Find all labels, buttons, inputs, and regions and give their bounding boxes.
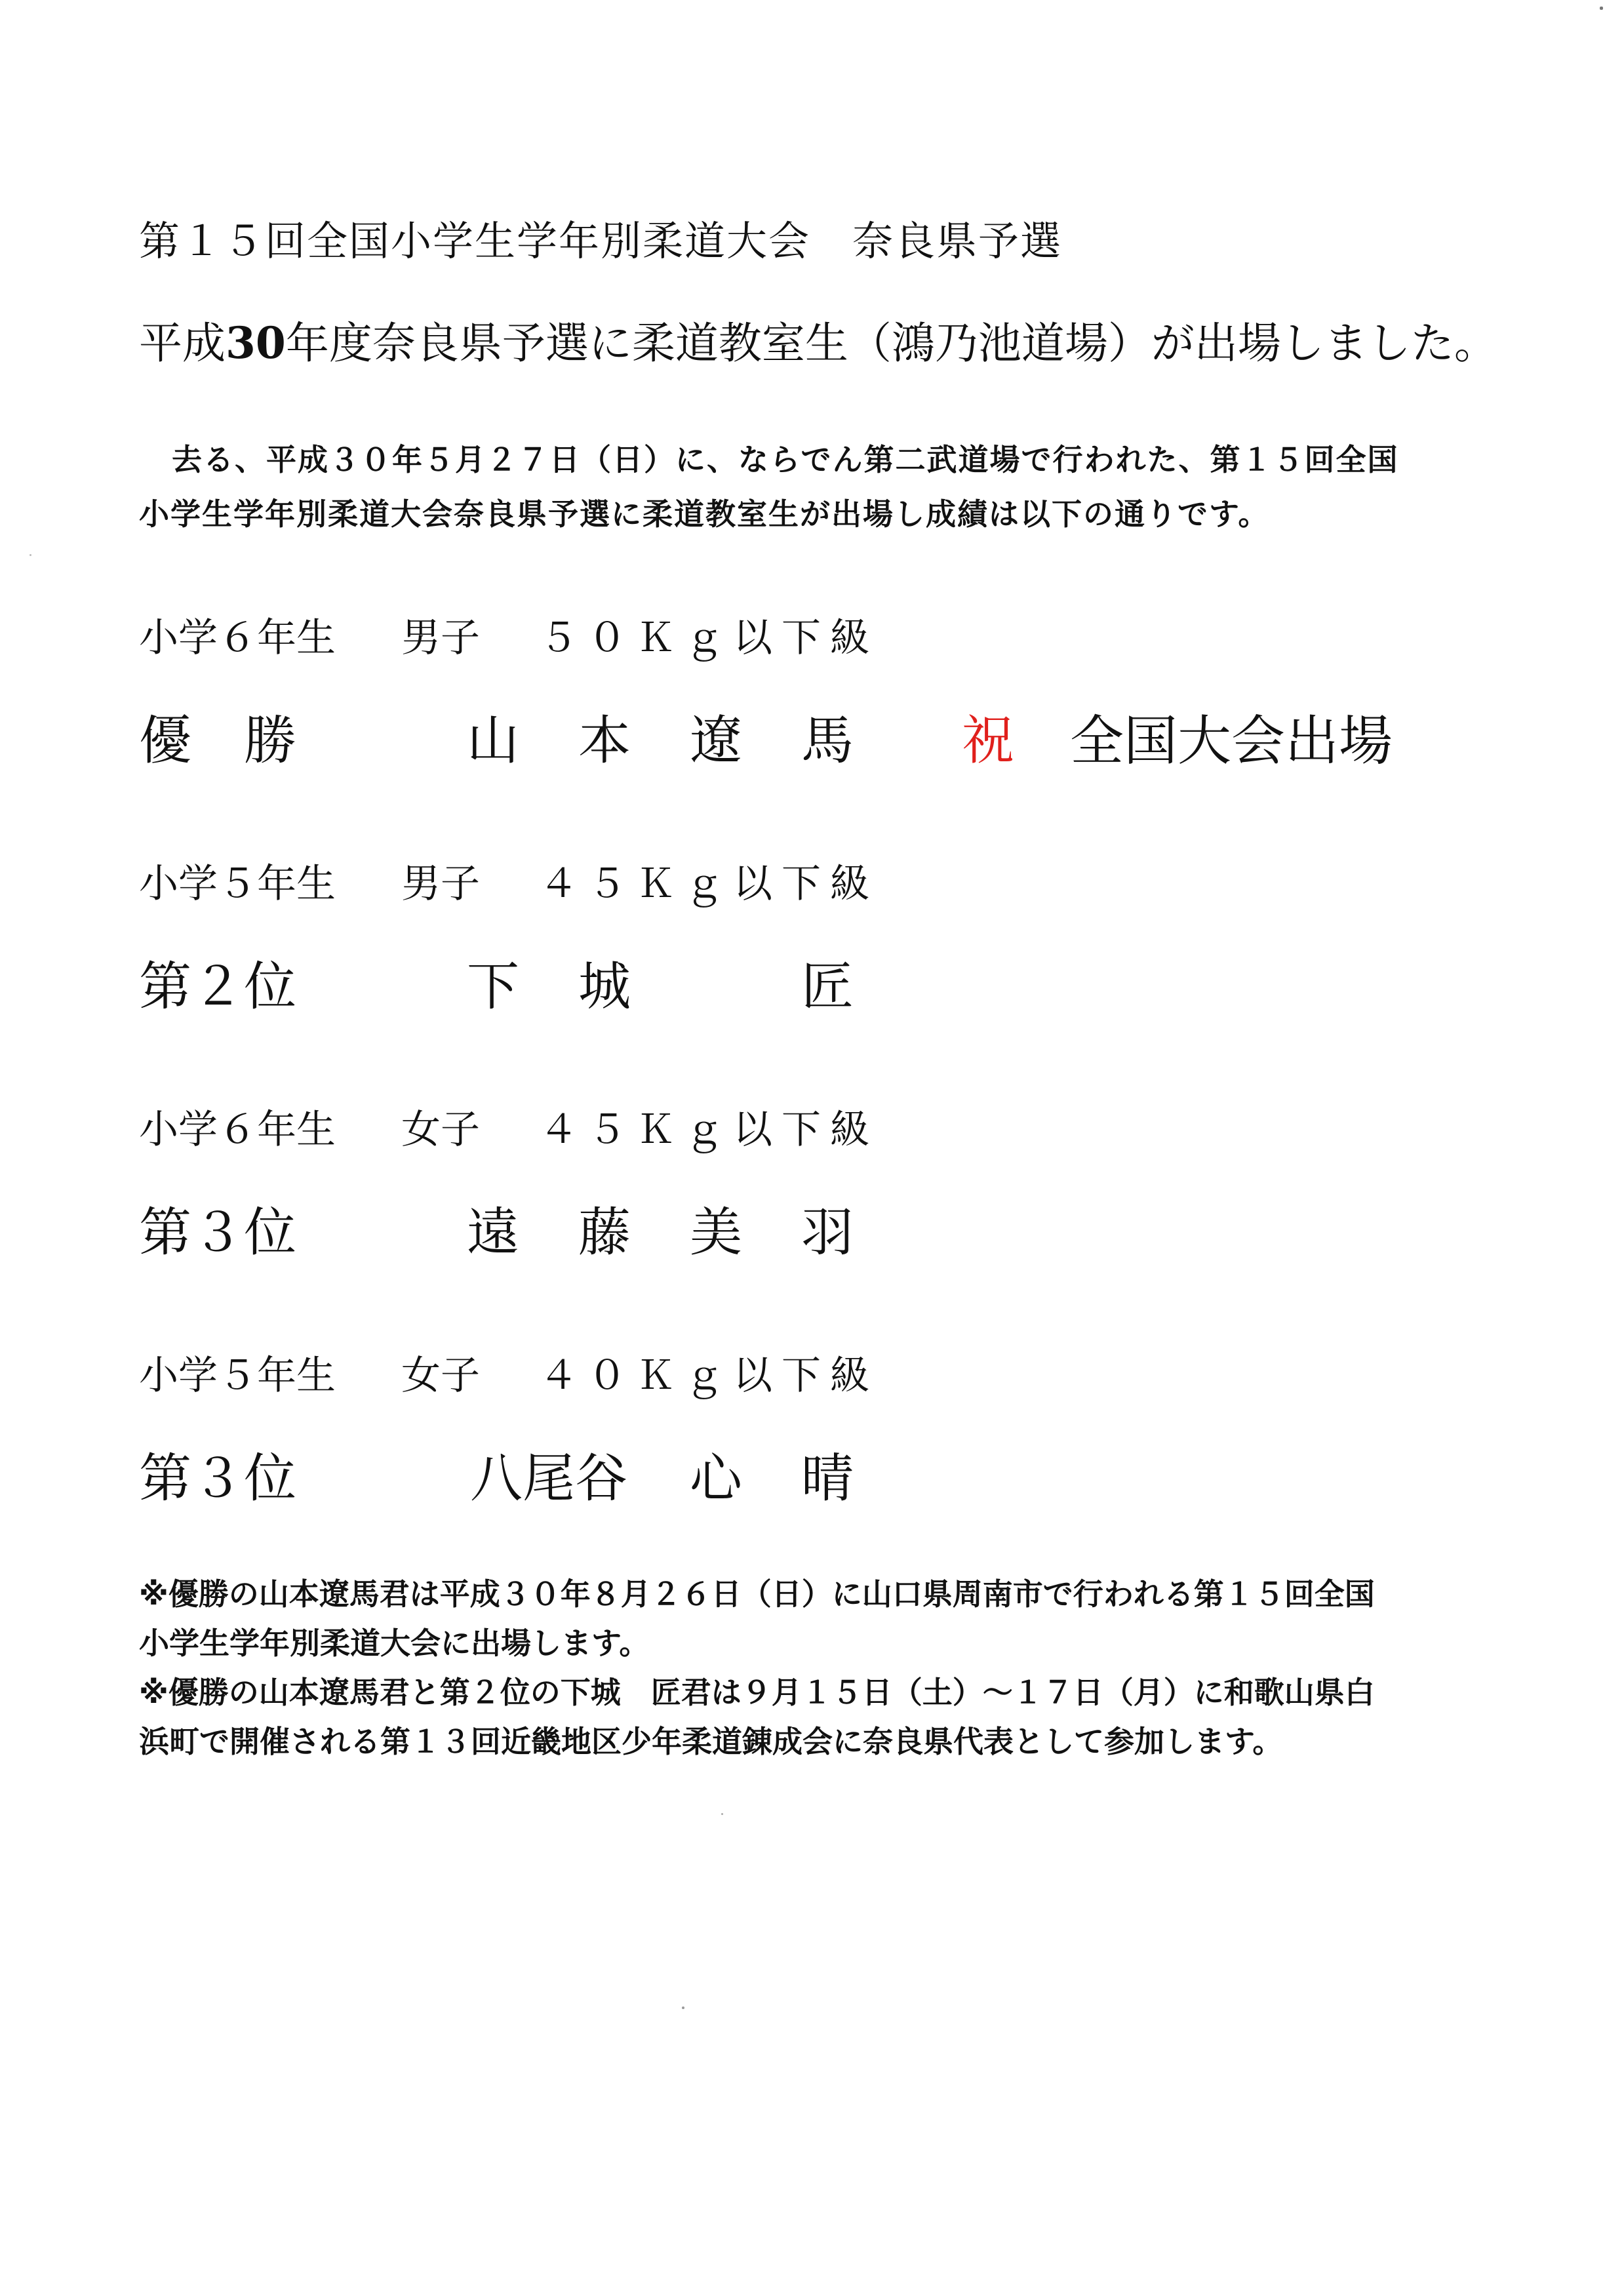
category-weight: ４５Ｋｇ以下級 (539, 1107, 879, 1153)
name-char: 美 (690, 1202, 742, 1263)
note-line-4: 浜町で開催される第１３回近畿地区少年柔道錬成会に奈良県代表として参加します。 (139, 1724, 1283, 1759)
subtitle-rest: 年度奈良県予選に柔道教室生（鴻乃池道場）が出場しました。 (285, 318, 1497, 369)
subtitle-year: 30 (226, 317, 286, 369)
name-char: 晴 (801, 1448, 854, 1509)
category-gender: 女子 (401, 1353, 480, 1399)
name-char: 山 (467, 710, 519, 771)
category-grade: 小学６年生 (139, 1107, 336, 1153)
scan-speck (30, 554, 31, 556)
category-3 (139, 1098, 879, 1155)
note-line-1: ※優勝の山本遼馬君は平成３０年８月２６日（日）に山口県周南市で行われる第１５回全国 (139, 1576, 1375, 1612)
category-grade: 小学６年生 (139, 615, 336, 661)
category-2 (139, 852, 879, 909)
scan-speck (1600, 7, 1603, 10)
intro-line-2: 小学生学年別柔道大会奈良県予選に柔道教室生が出場し成績は以下の通りです。 (139, 496, 1270, 532)
note-line-3: ※優勝の山本遼馬君と第２位の下城 匠君は９月１５日（土）～１７日（月）に和歌山県白 (139, 1675, 1375, 1710)
name-char: 馬 (801, 710, 854, 771)
national-entry-label: 全国大会出場 (1070, 710, 1393, 772)
result-1 (139, 698, 1516, 772)
intro-line-1: 去る、平成３０年５月２７日（日）に、ならでん第二武道場で行われた、第１５回全国 (172, 442, 1399, 477)
category-gender: 女子 (401, 1107, 480, 1153)
name-char: 心 (690, 1448, 742, 1509)
category-gender: 男子 (401, 861, 480, 907)
name-char: 匠 (801, 956, 854, 1017)
name-char: 本 (578, 710, 631, 771)
result-place: 第３位 (139, 1448, 296, 1509)
category-grade: 小学５年生 (139, 1353, 336, 1399)
name-char: 遠 (467, 1202, 519, 1263)
name-char: 下 (467, 956, 519, 1017)
document-title: 第１５回全国小学生学年別柔道大会 奈良県予選 (139, 217, 1063, 265)
result-4 (139, 1436, 926, 1509)
result-place: 第２位 (139, 956, 296, 1017)
scan-speck (682, 2006, 684, 2009)
result-2 (139, 944, 926, 1017)
result-place: 優 勝 (139, 710, 296, 771)
result-place: 第３位 (139, 1202, 296, 1263)
name-family: 八尾谷 (470, 1448, 627, 1509)
name-char: 遼 (690, 710, 742, 771)
result-3 (139, 1190, 926, 1263)
document-subtitle (139, 308, 1497, 370)
note-line-2: 小学生学年別柔道大会に出場します。 (139, 1626, 650, 1661)
scan-speck (721, 1813, 723, 1815)
name-char: 藤 (578, 1202, 631, 1263)
category-weight: ５０Ｋｇ以下級 (539, 615, 879, 661)
subtitle-prefix: 平成 (139, 318, 226, 369)
name-char: 城 (578, 956, 631, 1017)
category-grade: 小学５年生 (139, 861, 336, 907)
celebration-mark: 祝 (962, 710, 1014, 771)
category-weight: ４０Ｋｇ以下級 (539, 1353, 879, 1399)
category-weight: ４５Ｋｇ以下級 (539, 861, 879, 907)
category-4 (139, 1344, 879, 1401)
category-gender: 男子 (401, 615, 480, 661)
name-char: 羽 (801, 1202, 854, 1263)
category-1 (139, 607, 879, 663)
